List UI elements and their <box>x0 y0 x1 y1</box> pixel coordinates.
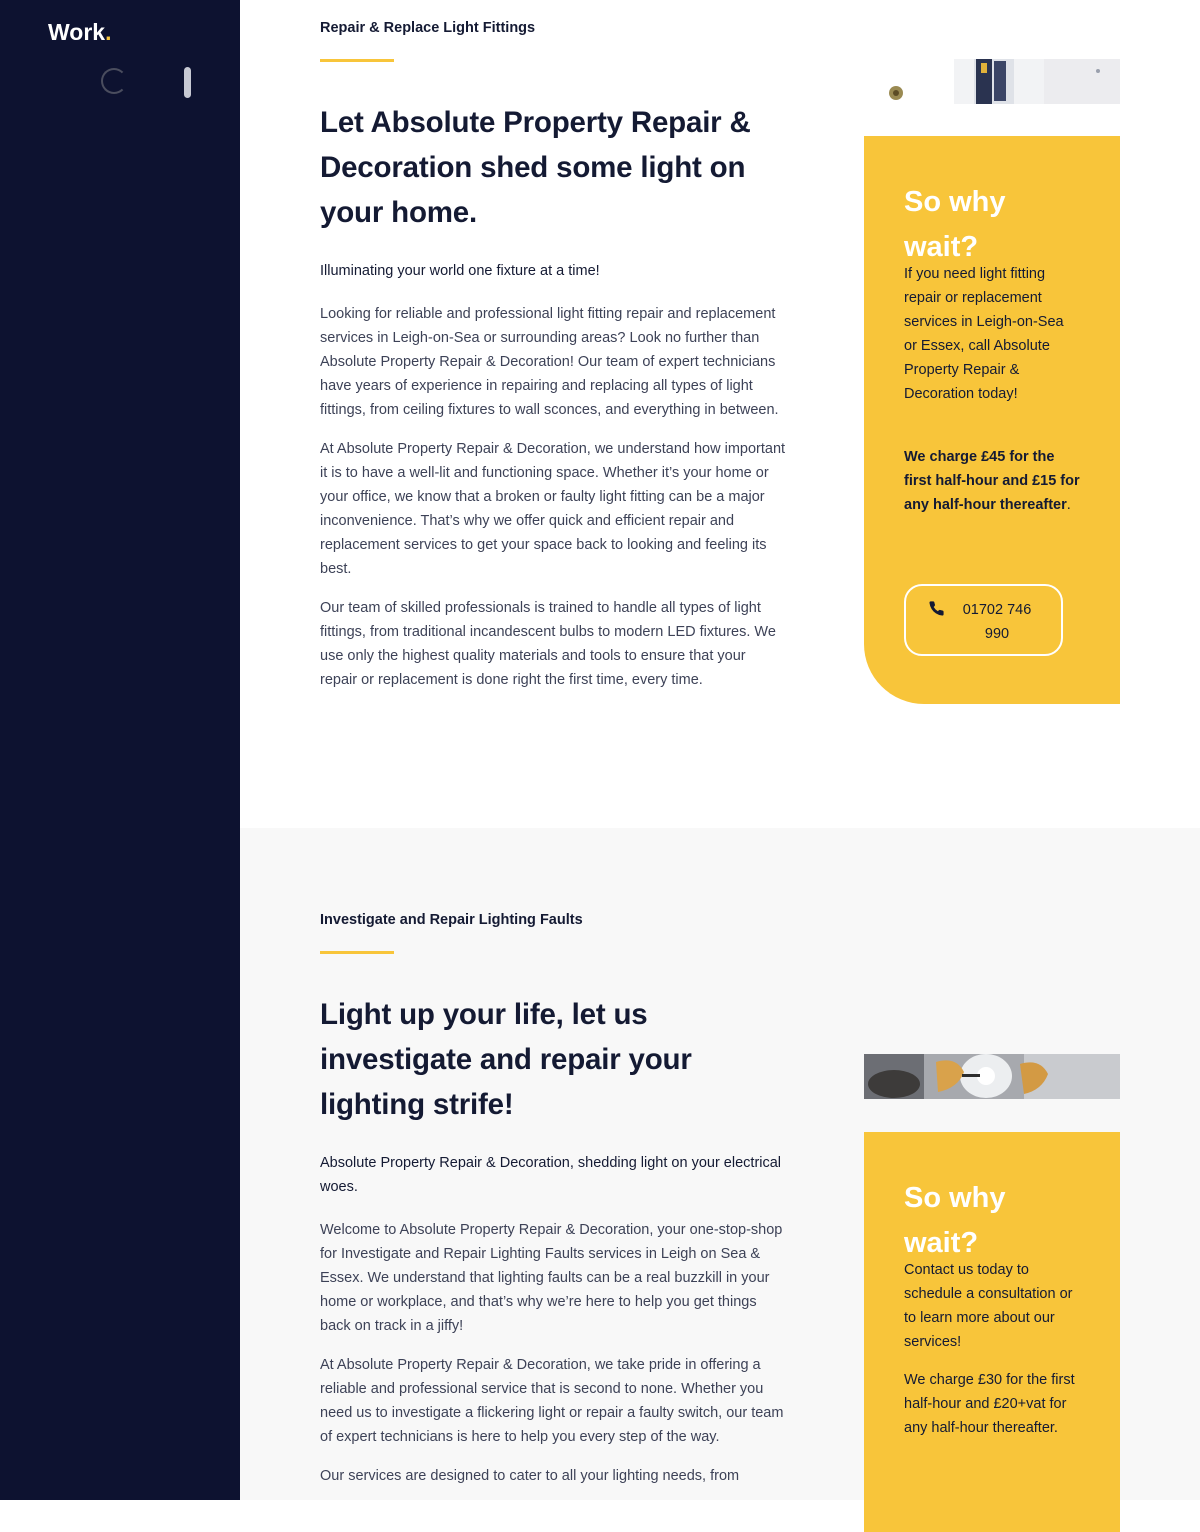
phone-number: 01702 746 990 <box>962 602 1032 642</box>
loading-spinner-icon <box>101 68 127 94</box>
section-tagline: Illuminating your world one fixture at a time! <box>320 263 600 279</box>
paragraph: Our services are designed to cater to all your lighting needs, from <box>320 1468 740 1484</box>
section-heading: Light up your life, let us investigate and repair your lighting strife! <box>320 998 692 1121</box>
section-heading: Let Absolute Property Repair & Decoration shed some light on your home. <box>320 106 751 229</box>
main-column <box>320 910 786 1488</box>
light-fitting-photo <box>864 59 1120 104</box>
section-eyebrow: Investigate and Repair Lighting Faults <box>320 912 583 928</box>
card-price: We charge £45 for the first half-hour and £15 for any half-hour thereafter. <box>904 449 1080 513</box>
paragraph: Our team of skilled professionals is trained to handle all types of light fittings, from traditional incandescent bulbs to modern LED fixtures. We use only the highest quality materials and tools to ensure that your repair or replacement is done right the first time, every time. <box>320 600 776 688</box>
eyebrow-underline <box>320 951 394 954</box>
cta-card <box>864 1132 1120 1532</box>
card-text: Contact us today to schedule a consultation or to learn more about our services! <box>904 1262 1073 1350</box>
card-title: So why wait? <box>904 186 1006 263</box>
paragraph: At Absolute Property Repair & Decoration, we understand how important it is to have a well-lit and functioning space. Whether it’s your home or your office, we know that a broken or faulty light fitting can be a major inconvenience. That’s why we offer quick and efficient repair and replacement services to get your space back to looking and feeling its best. <box>320 441 786 577</box>
lighting-repair-photo <box>864 1054 1120 1099</box>
call-phone-button[interactable] <box>904 584 1063 656</box>
eyebrow-underline <box>320 59 394 62</box>
photo-hands-repairing-light <box>864 1054 1120 1099</box>
paragraph: At Absolute Property Repair & Decoration, we take pride in offering a reliable and professional service that is second to none. Whether you need us to investigate a flickering light or repair a faulty switch, our team of expert technicians is here to help you every step of the way. <box>320 1357 784 1445</box>
sidebar-title <box>48 0 238 54</box>
sidebar-title-line1 <box>48 0 238 10</box>
sidebar-title-line2: Work. <box>48 19 112 45</box>
section-investigate-repair <box>240 828 1200 1500</box>
cta-card <box>864 136 1120 704</box>
main-column <box>320 18 786 692</box>
photo-electrician-ceiling <box>864 59 1120 104</box>
section-eyebrow: Repair & Replace Light Fittings <box>320 20 536 36</box>
paragraph: Welcome to Absolute Property Repair & Decoration, your one-stop-shop for Investigate and Repair Lighting Faults services in Leigh on Sea & Essex. We understand that lighting faults can be a real buzzkill in your home or workplace, and that’s why we’re here to help you get things back on track in a jiffy! <box>320 1222 783 1334</box>
section-tagline: Absolute Property Repair & Decoration, shedding light on your electrical woes. <box>320 1155 782 1195</box>
section-repair-replace <box>240 0 1200 828</box>
card-title: So why wait? <box>904 1182 1006 1259</box>
phone-icon <box>928 600 945 617</box>
card-price: We charge £30 for the first half-hour and £20+vat for any half-hour thereafter. <box>904 1372 1075 1436</box>
scroll-indicator[interactable] <box>184 67 191 98</box>
title-dot: . <box>105 19 112 45</box>
card-text: If you need light fitting repair or replacement services in Leigh-on-Sea or Essex, call Absolute Property Repair & Decoration today! <box>904 266 1064 402</box>
paragraph: Looking for reliable and professional light fitting repair and replacement services in Leigh-on-Sea or surrounding areas? Look no further than Absolute Property Repair & Decoration! Our team of expert technicians have years of experience in repairing and replacing all types of light fittings, from ceiling fixtures to wall sconces, and everything in between. <box>320 306 779 418</box>
sidebar <box>0 0 240 1500</box>
